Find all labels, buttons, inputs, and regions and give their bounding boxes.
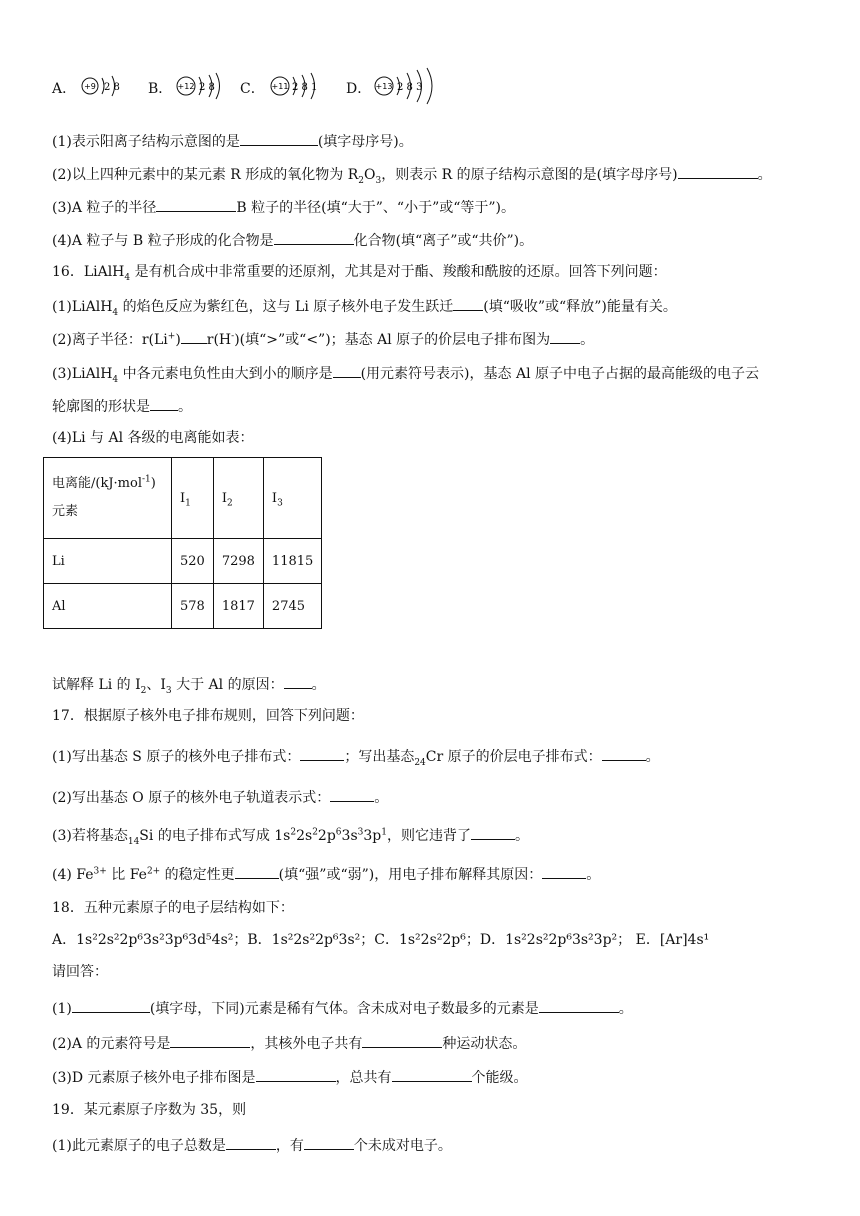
atom-diagram-icon (266, 66, 346, 106)
col-i2: $I_2$ (213, 458, 263, 539)
q17-part3: (3)若将基态$_{14}$Si 的电子排布式写成 $1s^22s^22p^63s^33p^1$，则它违背了 。 (52, 824, 529, 846)
q18-stem: 18．五种元素原子的电子层结构如下： (52, 900, 294, 916)
svg-text:2 8: 2 8 (199, 82, 215, 93)
answer-blank[interactable] (170, 1032, 250, 1048)
option-label: B． (148, 81, 173, 97)
atom-diagram-icon (76, 66, 146, 106)
answer-blank[interactable] (235, 863, 279, 879)
q15-part2: (2)以上四种元素中的某元素 R 形成的氧化物为 $R_2O_3$，则表示 R 的原子结构示意图的是(填字母序号) 。 (52, 163, 772, 185)
q19-stem: 19．某元素原子序数为 35，则 (52, 1102, 247, 1118)
svg-text:2 8 1: 2 8 1 (292, 82, 318, 93)
q16-part4: (4)Li 与 Al 各级的电离能如表： (52, 430, 254, 446)
option-label: A． (52, 81, 77, 97)
q16-explain: 试解释 Li 的 $I_2$、$I_3$ 大于 Al 的原因： 。 (52, 673, 326, 695)
answer-blank[interactable] (542, 863, 586, 879)
q16-stem: 16．LiAlH$_4$ 是有机合成中非常重要的还原剂，尤其是对于酯、羧酸和酰胺的还原。回答下列问题： (52, 264, 667, 283)
answer-blank[interactable] (678, 163, 758, 179)
q16-part3: (3)LiAlH$_4$ 中各元素电负性由大到小的顺序是 (用元素符号表示)，基态 Al 原子中电子占据的最高能级的电子云 (52, 362, 759, 384)
svg-text:2 8 3: 2 8 3 (397, 82, 423, 93)
ionization-energy-table (43, 457, 322, 629)
q17-stem: 17．根据原子核外电子排布规则，回答下列问题： (52, 708, 364, 724)
q15-part4: (4)A 粒子与 B 粒子形成的化合物是 化合物(填“离子”或“共价”)。 (52, 229, 533, 251)
answer-blank[interactable] (333, 362, 361, 378)
q17-part2: (2)写出基态 O 原子的核外电子轨道表示式： 。 (52, 786, 388, 808)
q19-part1: (1)此元素原子的电子总数是 ，有 个未成对电子。 (52, 1134, 452, 1156)
atom-diagram-icon (172, 66, 242, 106)
answer-blank[interactable] (181, 328, 207, 344)
q16-part3-cont: 轮廓图的形状是 。 (52, 395, 192, 417)
answer-blank[interactable] (602, 745, 646, 761)
answer-blank[interactable] (362, 1032, 442, 1048)
answer-blank[interactable] (284, 673, 312, 689)
answer-blank[interactable] (256, 1066, 336, 1082)
answer-blank[interactable] (274, 229, 354, 245)
answer-blank[interactable] (72, 997, 150, 1013)
nucleus-charge: +9 (84, 82, 96, 91)
answer-blank[interactable] (471, 824, 515, 840)
q15-part1: (1)表示阳离子结构示意图的是 (填字母序号)。 (52, 130, 413, 152)
answer-blank[interactable] (240, 130, 318, 146)
q18-ask: 请回答： (52, 964, 108, 980)
answer-blank[interactable] (150, 395, 178, 411)
answer-blank[interactable] (156, 196, 236, 212)
answer-blank[interactable] (330, 786, 374, 802)
svg-text:+12: +12 (177, 82, 195, 91)
svg-text:+13: +13 (375, 82, 393, 91)
q15-part3: (3)A 粒子的半径 B 粒子的半径(填“大于”、“小于”或“等于”)。 (52, 196, 515, 218)
answer-blank[interactable] (304, 1134, 354, 1150)
q18-part1: (1) (填字母，下同)元素是稀有气体。含未成对电子数最多的元素是 。 (52, 997, 633, 1019)
q17-part4: (4) $Fe^{3+}$ 比 $Fe^{2+}$ 的稳定性更 (填“强”或“弱”)，用电子排布解释其原因： 。 (52, 863, 600, 885)
answer-blank[interactable] (392, 1066, 472, 1082)
q18-configs: A．1s²2s²2p⁶3s²3p⁶3d⁵4s²；B．1s²2s²2p⁶3s²；C．1s²2s²2p⁶；D．1s²2s²2p⁶3s²3p²； E．[Ar]4s¹ (52, 932, 710, 948)
answer-blank[interactable] (226, 1134, 276, 1150)
table-header-row (44, 458, 322, 539)
q16-part2: (2)离子半径：r(Li+) r(H-)(填“>”或“<”)；基态 Al 原子的价层电子排布图为 。 (52, 328, 594, 350)
answer-blank[interactable] (300, 745, 344, 761)
table-row: Li 520 7298 11815 (44, 539, 322, 584)
shell-electrons: 2 8 (104, 82, 120, 93)
table-row: Al 578 1817 2745 (44, 584, 322, 629)
q18-part2: (2)A 的元素符号是 ，其核外电子共有 种运动状态。 (52, 1032, 526, 1054)
q18-part3: (3)D 元素原子核外电子排布图是 ，总共有 个能级。 (52, 1066, 528, 1088)
q16-part1: (1)LiAlH$_4$ 的焰色反应为紫红色，这与 Li 原子核外电子发生跃迁 (填“吸收”或“释放”)能量有关。 (52, 295, 677, 317)
col-i3: $I_3$ (263, 458, 321, 539)
table-header-cell: 电离能/(kJ·mol$^{-1}$) 元素 (44, 458, 172, 539)
atom-diagram-icon (370, 66, 460, 106)
answer-blank[interactable] (453, 295, 483, 311)
col-i1: $I_1$ (172, 458, 214, 539)
svg-text:+11: +11 (271, 82, 289, 91)
answer-blank[interactable] (539, 997, 619, 1013)
option-label: C． (240, 81, 265, 97)
q17-part1: (1)写出基态 S 原子的核外电子排布式： ；写出基态$_{24}$Cr 原子的价层电子排布式： 。 (52, 745, 660, 767)
option-label: D． (346, 81, 372, 97)
answer-blank[interactable] (550, 328, 580, 344)
